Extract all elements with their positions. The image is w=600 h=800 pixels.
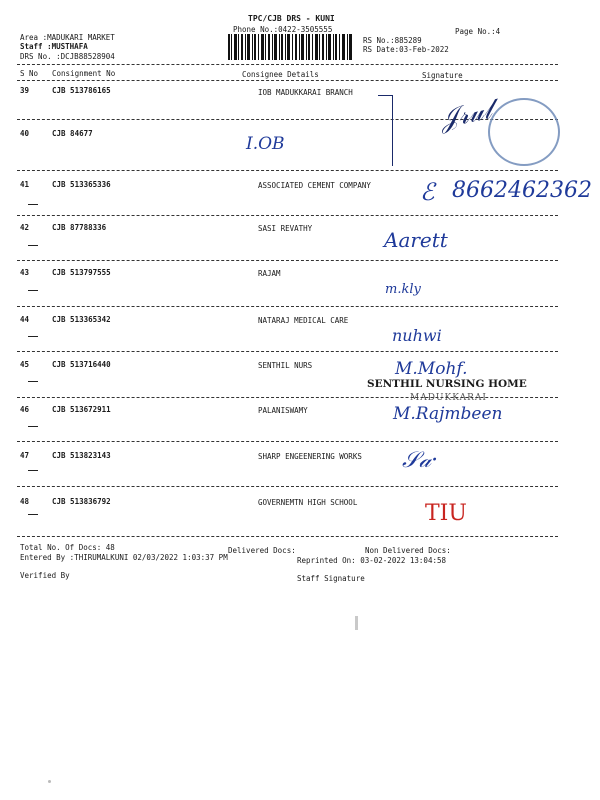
row-39-consignment: CJB 513786165 [52,86,111,95]
senthil-nursing-stamp-place: MADUKKARAI [410,393,487,403]
row-47-handwritten-signature: 𝒮𝒶· [402,448,439,473]
row-46-consignment: CJB 513672911 [52,405,111,414]
row-42-consignee: SASI REVATHY [258,224,313,233]
row-44-sno: 44 [20,315,30,324]
rs-date: RS Date:03-Feb-2022 [363,45,449,54]
row-45-consignee: SENTHIL NURS [258,361,313,370]
row-41-signature: 8662462362 [452,178,592,203]
row-44-consignee: NATARAJ MEDICAL CARE [258,316,349,325]
header-divider [17,64,558,65]
row-43-pen-mark [28,290,38,291]
row-47-sno: 47 [20,451,30,460]
row-divider [17,486,558,487]
row-42-pen-mark [28,245,38,246]
entered-by: Entered By :THIRUMALKUNI 02/03/2022 1:03:37 PM [20,553,228,562]
row-48-consignee: GOVERNEMTN HIGH SCHOOL [258,498,358,507]
row-46-sno: 46 [20,405,30,414]
rs-number: RS No.:885289 [363,36,422,45]
row-48-pen-mark [28,514,38,515]
row-43-consignment: CJB 513797555 [52,268,111,277]
row-39-consignee: IOB MADUKKARAI BRANCH [258,88,353,97]
row-45-pen-mark [28,381,38,382]
col-consignment: Consignment No [52,69,116,78]
senthil-nursing-stamp-name: SENTHIL NURSING HOME [367,378,527,390]
row-divider [17,351,558,352]
row-divider [17,536,558,537]
row-divider [17,170,558,171]
verified-by: Verified By [20,571,70,580]
row-44-pen-mark [28,336,38,337]
row-41-signature-scribble: ℰ [420,178,435,206]
row-42-sno: 42 [20,223,30,232]
row-40-consignment: CJB 84677 [52,129,93,138]
row-44-consignment: CJB 513365342 [52,315,111,324]
row-39-sno: 39 [20,86,30,95]
col-signature: Signature [422,71,463,80]
col-sno: S No [20,69,39,78]
row-48-sno: 48 [20,497,30,506]
total-docs: Total No. Of Docs: 48 [20,543,115,552]
phone-number: Phone No.:0422-3505555 [233,25,333,34]
staff-signature-label: Staff Signature [297,574,365,583]
row-43-sno: 43 [20,268,30,277]
row-divider [17,215,558,216]
stray-dot [48,780,51,783]
staff-label: Staff :MUSTHAFA [20,42,88,51]
row-40-signature: I.OB [246,134,285,154]
reprinted-on: Reprinted On: 03-02-2022 13:04:58 [297,556,447,565]
row-40-sno: 40 [20,129,30,138]
row-47-pen-mark [28,470,38,471]
row-divider [17,397,558,398]
row-41-pen-mark [28,204,38,205]
delivered-docs: Delivered Docs: [228,546,296,555]
row-divider [17,306,558,307]
row-46-signature: M.Rajmbeen [393,404,503,424]
row-45-sno: 45 [20,360,30,369]
row-42-signature: Aarett [384,228,448,252]
row-45-signature: M.Mohf. [395,359,468,379]
row-46-consignee: PALANISWAMY [258,406,308,415]
area-label: Area :MADUKARI MARKET [20,33,115,42]
columns-divider [17,80,558,81]
row-42-consignment: CJB 87788336 [52,223,107,232]
row-divider [17,441,558,442]
row-divider [17,260,558,261]
row-44-signature: nuhwi [392,326,442,345]
barcode [228,34,352,60]
page-number: Page No.:4 [455,27,501,36]
drs-number: DRS No. :DCJB88528904 [20,52,115,61]
row-41-sno: 41 [20,180,30,189]
document-title: TPC/CJB DRS - KUNI [248,14,335,23]
row-43-consignee: RAJAM [258,269,281,278]
col-consignee: Consignee Details [242,70,319,79]
row-48-consignment: CJB 513836792 [52,497,111,506]
iob-seal-stamp [488,98,560,166]
pen-bracket-mark [378,95,393,166]
row-41-consignee: ASSOCIATED CEMENT COMPANY [258,181,371,190]
row-41-consignment: CJB 513365336 [52,180,111,189]
non-delivered-docs: Non Delivered Docs: [365,546,451,555]
row-48-signature: TIU [425,501,467,526]
stray-mark [355,616,358,630]
row-43-signature: m.kly [385,282,421,297]
row-47-consignee: SHARP ENGEENERING WORKS [258,452,362,461]
row-47-consignment: CJB 513823143 [52,451,111,460]
row-39-handwritten-signature: 𝒥𝓇𝓊𝓁 [437,94,495,136]
row-45-consignment: CJB 513716440 [52,360,111,369]
row-46-pen-mark [28,426,38,427]
